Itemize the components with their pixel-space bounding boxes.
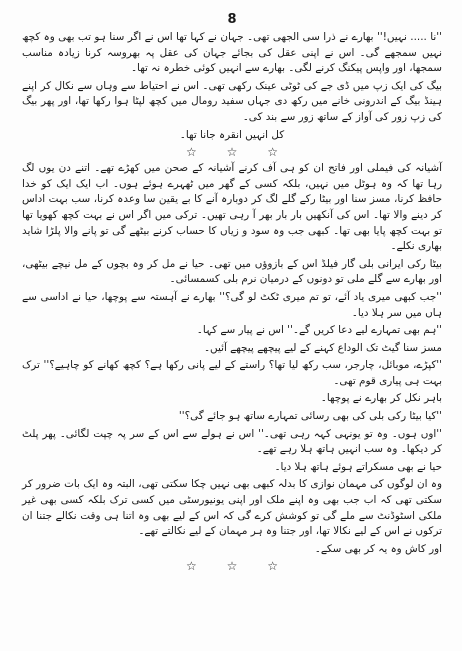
page-number: 8 (227, 12, 237, 27)
chapter-body (22, 30, 442, 573)
paragraph: کل انہیں انقرہ جانا تھا۔ (179, 128, 285, 141)
paragraph: حیا نے بھی مسکراتے ہوئے ہاتھ ہلا دیا۔ (274, 460, 442, 473)
paragraph: باہر نکل کر بھارے نے پوچھا۔ (320, 392, 442, 405)
paragraph: ''ہم بھی تمہارے لیے دعا کریں گے۔'' اس نے پیار سے کہا۔ (196, 324, 442, 337)
paragraph: ''اوں ہوں۔ وہ تو یونہی کہہ رہی تھی۔'' اس نے ہولے سے اس کے سر پہ چپت لگائی۔ پھر پلٹ کر دیکھا۔ وہ سب انہیں ہاتھ ہلا رہے تھے۔ (22, 427, 442, 456)
paragraph: آشیانہ کی فیملی اور فاتح ان کو ہی آف کرنے آشیانہ کے صحن میں کھڑے تھے۔ اتنے دن یوں لگ رہا تھا کہ وہ ہوٹل میں نہیں، بلکہ کسی کے گھر میں ٹھہرے ہوئے ہوں۔ اب ایک ایک کو خدا حافظ کرنا، مسز سنا اور بیٹا رکے گلے لگ کر دوبارہ آنے کا بے یقین سا وعدہ کرنا، سب بہت اداس کر دینے والا تھا۔ اس کی آنکھیں بار بار بھر آ رہی تھیں۔ ترکی میں اگر اس نے بہت کچھ کھویا تھا تو بہت کچھ پایا بھی تھا۔ کبھی جب وہ سود و زیاں کا حساب کرنے بیٹھے گی تو پانے والا پلڑا شاید بھاری نکلے۔ (22, 162, 442, 253)
section-divider-stars: ☆ ☆ ☆ (186, 145, 278, 160)
paragraph: ''کپڑے، موبائل، چارجر، سب رکھ لیا تھا؟ راستے کے لیے پانی رکھا ہے؟ کچھ کھانے کو چاہیے؟'' ترک بہت ہی پیاری قوم تھی۔ (22, 359, 442, 387)
section-divider-stars: ☆ ☆ ☆ (186, 559, 278, 574)
paragraph: وہ ان لوگوں کی مہمان نوازی کا بدلہ کبھی بھی نہیں چکا سکتی تھی، البتہ وہ ایک بات ضرور کر سکتی تھی کہ اب جب بھی وہ اپنے ملک اور اپنی یونیورسٹی میں کسی ترک بلکہ کسی بھی غیر ملکی اسٹوڈنٹ سے ملے گی تو کوشش کرے گی کہ اس کے لیے بھی وہ اتنا ہی وقت نکالے جتنا ان ترکوں نے اس کے لیے نکالا تھا، اور جتنا وہ ہر مہمان کے لیے نکالتے تھے۔ (22, 478, 442, 538)
paragraph: ''کیا بیٹا رکی بلی کی بھی رسائی تمہارے ساتھ ہو جائے گی؟'' (178, 410, 442, 423)
paragraph: مسز سنا گیٹ تک الوداع کہنے کے لیے پیچھے پیچھے آئیں۔ (203, 341, 442, 354)
paragraph: بیٹا رکی ایرانی بلی گار فیلڈ اس کے بازوؤں میں تھی۔ حیا نے مل کر وہ بچوں کے مل نیچے بیٹھی، اور بھارے سے گلے ملی تو دونوں کے درمیان نرم بلی کسمسائی۔ (22, 257, 442, 286)
paragraph: ''نا ..... نہیں!'' بھارے نے ذرا سی الجھی تھی۔ جہان نے کہا تھا اس نے اگر سنا ہو تب بھی وہ کچھ نہیں سمجھے گی۔ اس نے اپنی عقل کی بجائے جہان کی عقل پہ بھروسہ کرنا زیادہ مناسب سمجھا، اور واپس پیکنگ کرنے لگی۔ بھارے سے انہیں کوئی خطرہ نہ تھا۔ (22, 31, 442, 75)
paragraph: بیگ کی ایک زپ میں ڈی جے کی ٹوٹی عینک رکھی تھی۔ اس نے احتیاط سے وہاں سے نکال کر اپنے ہینڈ بیگ کے اندرونی خانے میں رکھ دی جہاں سفید رومال میں کچھ لپٹا ہوا رکھا تھا، اور پھر بیگ کی زپ زور کی آواز کے ساتھ زور سے بند کی۔ (22, 79, 442, 123)
paragraph: ''جب کبھی میری یاد آئے، تو تم میری ٹکٹ لو گی؟'' بھارے نے آہستہ سے پوچھا، حیا نے اداسی سے ہاں میں سر ہلا دیا۔ (22, 290, 442, 319)
paragraph: اور کاش وہ یہ کر بھی سکے۔ (314, 542, 442, 555)
